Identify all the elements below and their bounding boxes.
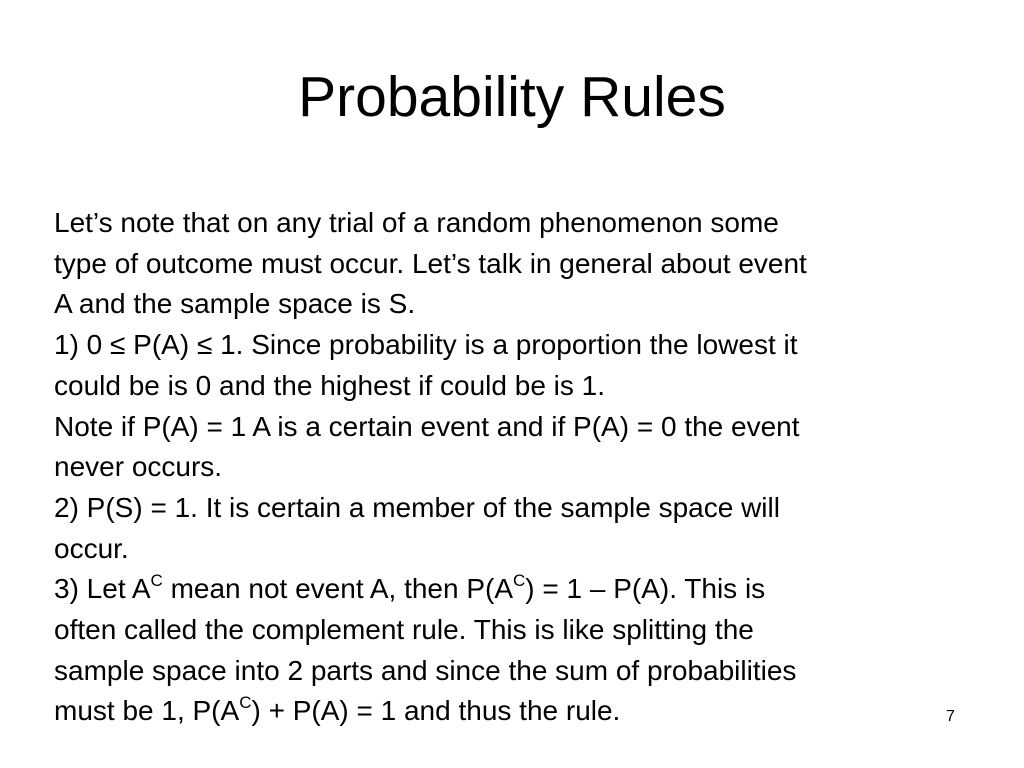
body-line-13-part-2: ) + P(A) = 1 and thus the rule.	[251, 695, 621, 727]
body-line-1: Let’s note that on any trial of a random phenomenon some	[54, 207, 779, 238]
body-line-11: often called the complement rule. This is like splitting the	[54, 614, 754, 646]
complement-superscript: C	[150, 571, 163, 590]
body-line-13-part-1: must be 1, P(A	[54, 695, 240, 727]
body-line-7: never occurs.	[54, 451, 223, 483]
slide-title: Probability Rules	[298, 65, 726, 129]
body-line-5: could be is 0 and the highest if could be is 1.	[54, 369, 606, 401]
body-line-2: type of outcome must occur. Let’s talk in general about event	[54, 247, 807, 279]
body-line-8: 2) P(S) = 1. It is certain a member of the sample space will	[54, 491, 780, 523]
body-line-3: A and the sample space is S.	[54, 288, 416, 320]
body-line-12: sample space into 2 parts and since the sum of probabilities	[54, 654, 797, 686]
body-line-10-part-1: 3) Let A	[54, 573, 151, 605]
page-number: 7	[946, 708, 955, 725]
body-line-6: Note if P(A) = 1 A is a certain event and if P(A) = 0 the event	[54, 410, 800, 442]
slide-body	[54, 203, 1004, 732]
complement-superscript: C	[239, 693, 252, 713]
body-line-10	[54, 569, 1004, 610]
body-line-4: 1) 0 ≤ P(A) ≤ 1. Since probability is a proportion the lowest it	[54, 329, 798, 361]
body-line-9: occur.	[54, 532, 129, 564]
body-line-10-part-2: mean not event A, then P(A	[162, 573, 514, 605]
complement-superscript: C	[513, 571, 526, 590]
body-line-10-part-3: ) = 1 – P(A). This is	[525, 573, 766, 605]
body-line-13	[54, 691, 1004, 732]
